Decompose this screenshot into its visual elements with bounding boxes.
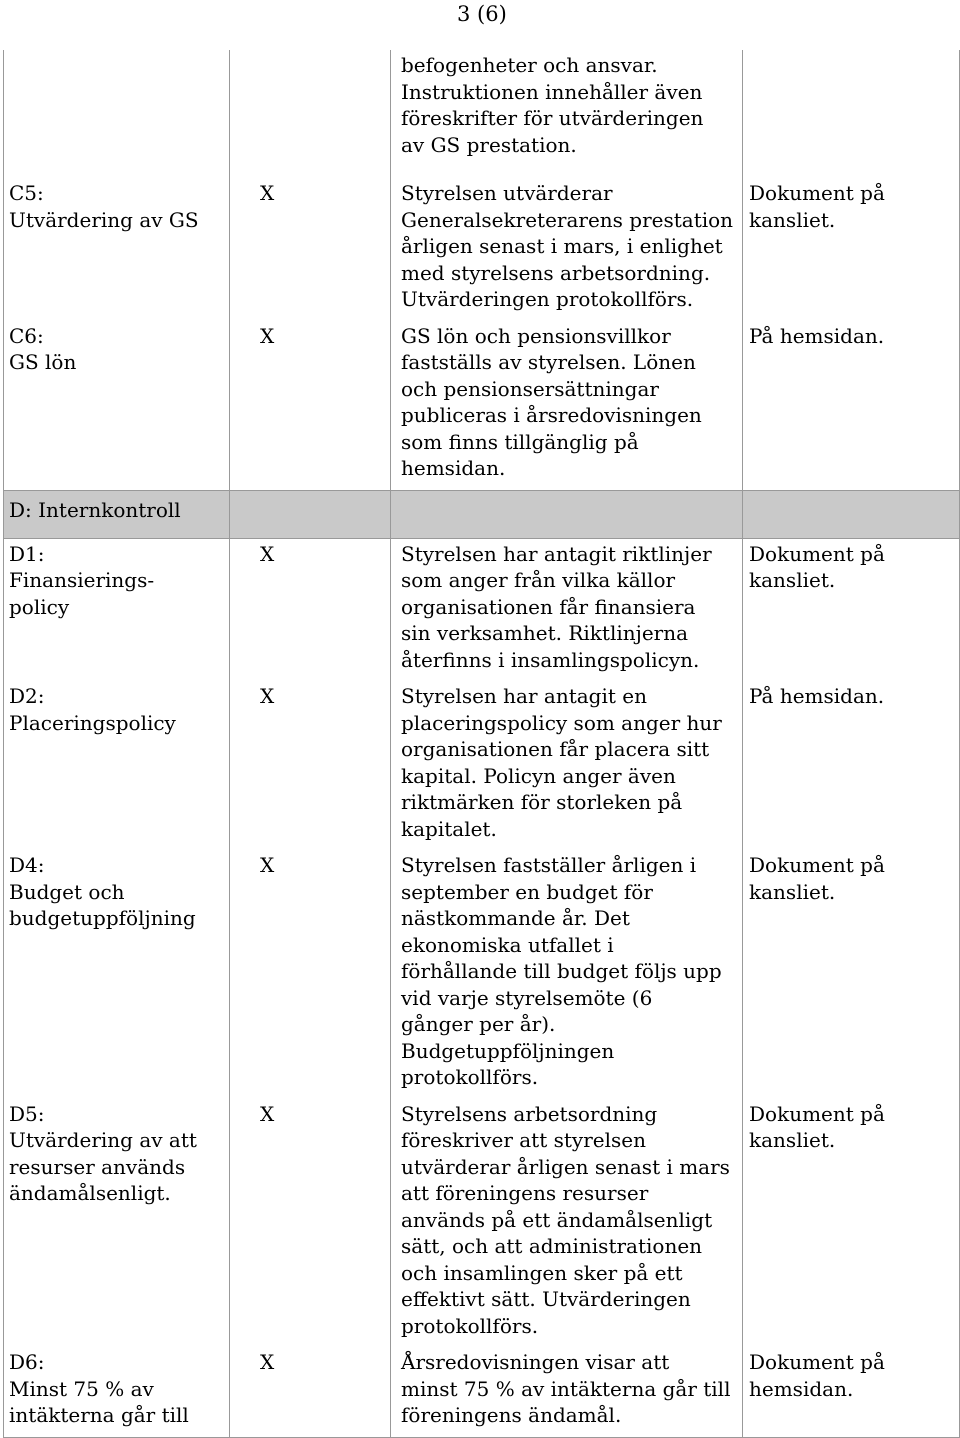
table-row	[4, 681, 960, 850]
table-row	[4, 321, 960, 491]
compliance-mark: X	[230, 538, 391, 681]
criterion-reference	[743, 50, 960, 178]
section-blank-cell	[743, 490, 960, 538]
governance-table-grid	[3, 50, 960, 1438]
compliance-mark: X	[230, 681, 391, 850]
criterion-id: D1: Finansierings- policy	[4, 538, 230, 681]
criterion-id	[4, 50, 230, 178]
criterion-reference: Dokument på kansliet.	[743, 178, 960, 321]
criterion-reference: Dokument på kansliet.	[743, 1099, 960, 1348]
table-row	[4, 1099, 960, 1348]
criterion-reference: Dokument på kansliet.	[743, 850, 960, 1099]
criterion-id: C5: Utvärdering av GS	[4, 178, 230, 321]
compliance-mark: X	[230, 1099, 391, 1348]
criterion-description: befogenheter och ansvar. Instruktionen innehåller även föreskrifter för utvärderingen av GS prestation.	[391, 50, 743, 178]
criterion-description: Årsredovisningen visar att minst 75 % av intäkterna går till föreningens ändamål.	[391, 1347, 743, 1437]
compliance-mark: X	[230, 850, 391, 1099]
compliance-mark	[230, 50, 391, 178]
criterion-description: Styrelsen har antagit riktlinjer som anger från vilka källor organisationen får finansiera sin verksamhet. Riktlinjerna återfinns i insamlingspolicyn.	[391, 538, 743, 681]
criterion-reference: Dokument på kansliet.	[743, 538, 960, 681]
table-row	[4, 50, 960, 178]
criterion-description: Styrelsen fastställer årligen i september en budget för nästkommande år. Det ekonomiska utfallet i förhållande till budget följs upp vid varje styrelsemöte (6 gånger per år). Budgetuppföljningen protokollförs.	[391, 850, 743, 1099]
criterion-description: Styrelsen utvärderar Generalsekreterarens prestation årligen senast i mars, i enlighet med styrelsens arbetsordning. Utvärderingen protokollförs.	[391, 178, 743, 321]
section-title: D: Internkontroll	[4, 490, 230, 538]
criterion-id: C6: GS lön	[4, 321, 230, 491]
table-row	[4, 538, 960, 681]
criterion-description: Styrelsen har antagit en placeringspolicy som anger hur organisationen får placera sitt kapital. Policyn anger även riktmärken för storleken på kapitalet.	[391, 681, 743, 850]
criterion-description: GS lön och pensionsvillkor fastställs av styrelsen. Lönen och pensionsersättningar publiceras i årsredovisningen som finns tillgänglig på hemsidan.	[391, 321, 743, 491]
section-header-row	[4, 490, 960, 538]
page-number: 3 (6)	[457, 2, 507, 26]
criterion-reference: På hemsidan.	[743, 681, 960, 850]
section-blank-cell	[391, 490, 743, 538]
section-blank-cell	[230, 490, 391, 538]
table-row	[4, 1347, 960, 1437]
criterion-id: D5: Utvärdering av att resurser används ändamålsenligt.	[4, 1099, 230, 1348]
governance-table	[3, 50, 959, 1438]
compliance-mark: X	[230, 321, 391, 491]
criterion-reference: Dokument på hemsidan.	[743, 1347, 960, 1437]
criterion-description: Styrelsens arbetsordning föreskriver att styrelsen utvärderar årligen senast i mars att föreningens resurser används på ett ändamålsenligt sätt, och att administrationen och insamlingen sker på ett effektivt sätt. Utvärderingen protokollförs.	[391, 1099, 743, 1348]
criterion-reference: På hemsidan.	[743, 321, 960, 491]
criterion-id: D4: Budget och budgetuppföljning	[4, 850, 230, 1099]
table-row	[4, 850, 960, 1099]
compliance-mark: X	[230, 178, 391, 321]
compliance-mark: X	[230, 1347, 391, 1437]
criterion-id: D2: Placeringspolicy	[4, 681, 230, 850]
criterion-id: D6: Minst 75 % av intäkterna går till	[4, 1347, 230, 1437]
table-row	[4, 178, 960, 321]
